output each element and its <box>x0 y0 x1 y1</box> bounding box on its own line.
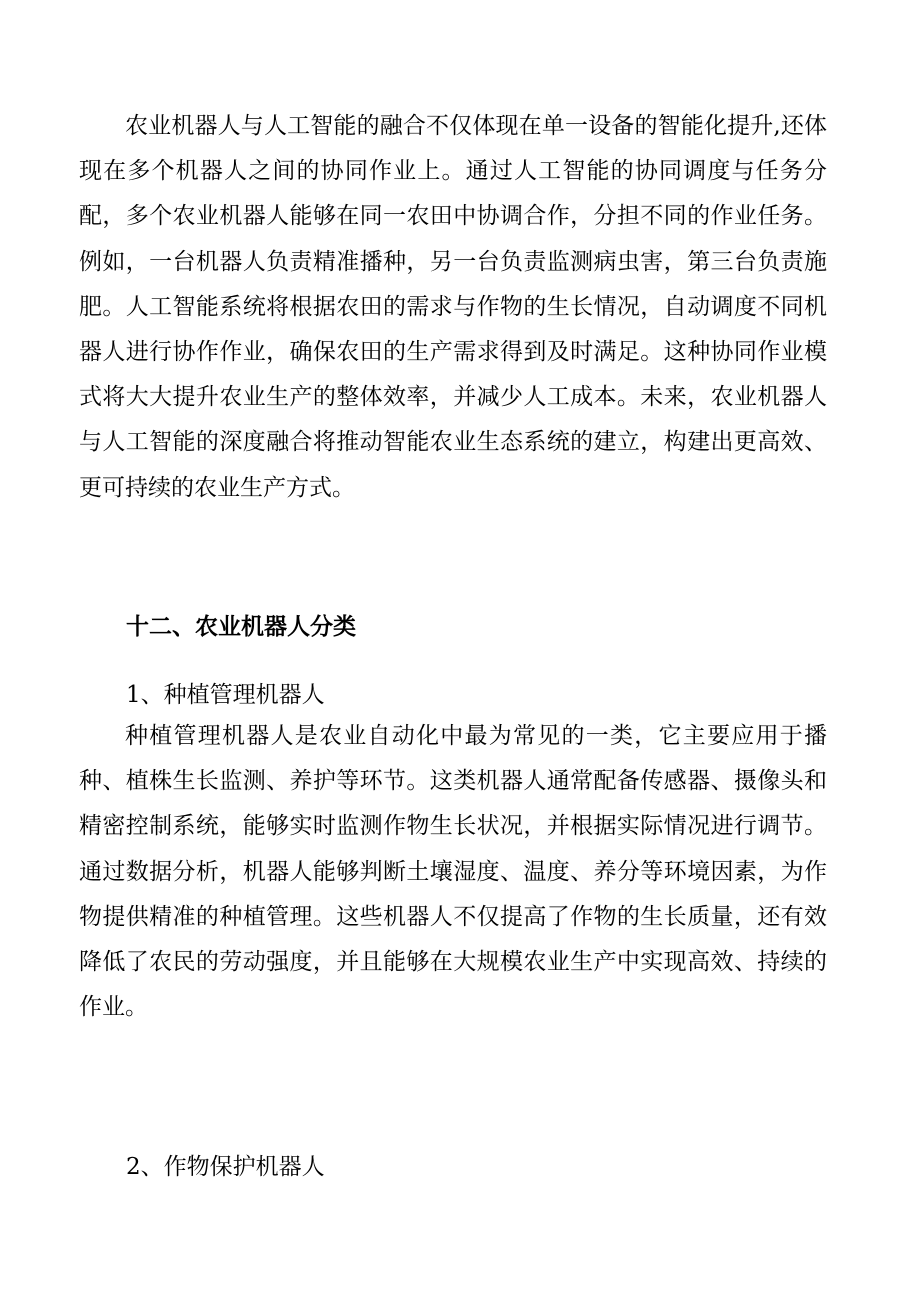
body-paragraph-planting-management: 种植管理机器人是农业自动化中最为常见的一类，它主要应用于播种、植株生长监测、养护等环节。这类机器人通常配备传感器、摄像头和精密控制系统，能够实时监测作物生长状况，并根据实际情况进行调节。通过数据分析，机器人能够判断土壤湿度、温度、养分等环境因素，为作物提供精准的种植管理。这些机器人不仅提高了作物的生长质量，还有效降低了农民的劳动强度，并且能够在大规模农业生产中实现高效、持续的作业。 <box>79 723 827 1021</box>
subheading-planting-management-robot: 1、种植管理机器人 <box>126 682 325 708</box>
subheading-crop-protection-robot: 2、作物保护机器人 <box>126 1154 325 1180</box>
body-paragraph-robot-ai-collaboration: 农业机器人与人工智能的融合不仅体现在单一设备的智能化提升,还体现在多个机器人之间的协同作业上。通过人工智能的协同调度与任务分配，多个农业机器人能够在同一农田中协调合作，分担不同的作业任务。例如，一台机器人负责精准播种，另一台负责监测病虫害，第三台负责施肥。人工智能系统将根据农田的需求与作物的生长情况，自动调度不同机器人进行协作作业，确保农田的生产需求得到及时满足。这种协同作业模式将大大提升农业生产的整体效率，并减少人工成本。未来，农业机器人与人工智能的深度融合将推动智能农业生态系统的建立，构建出更高效、更可持续的农业生产方式。 <box>79 113 827 501</box>
section-heading-robot-classification: 十二、农业机器人分类 <box>126 613 356 640</box>
